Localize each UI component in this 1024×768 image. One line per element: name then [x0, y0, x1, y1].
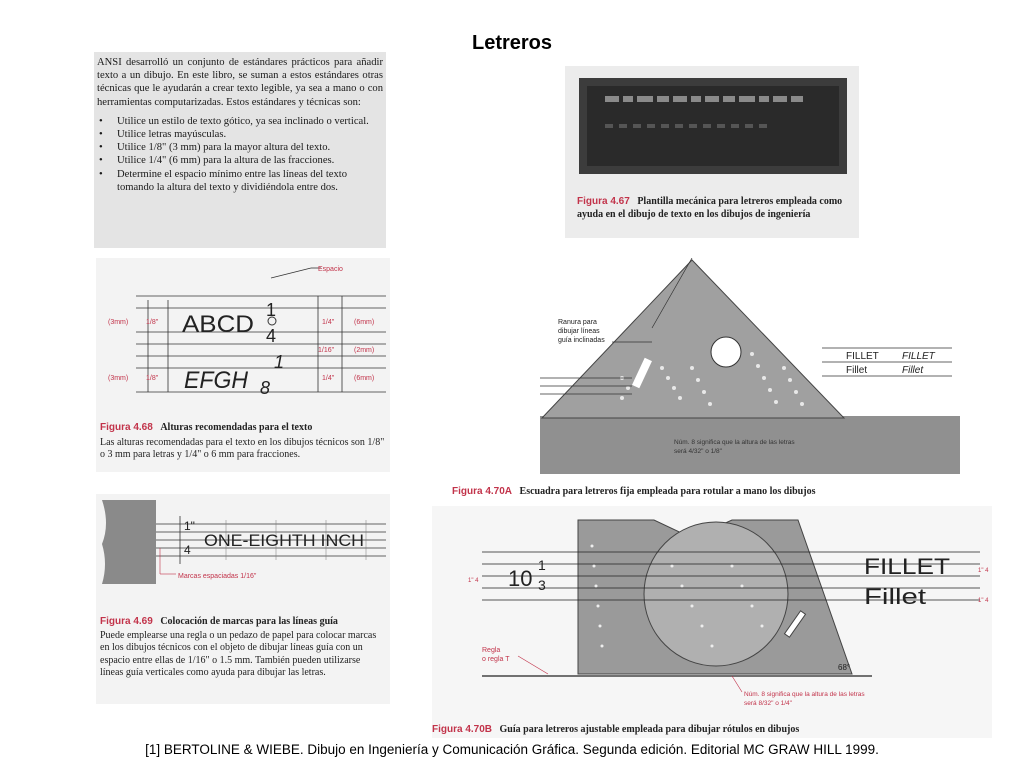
- intro-bullet: • Utilice un estilo de texto gótico, ya sea inclinado o vertical.: [99, 115, 369, 127]
- label-side-right-1: 1" 4: [978, 568, 989, 574]
- intro-bullet-list: [97, 115, 383, 194]
- slide-title: Letreros: [471, 32, 553, 54]
- label-fillet-caps: FILLET: [846, 351, 879, 362]
- label-frac-den: 3: [538, 577, 546, 593]
- label-big-10: 10: [508, 566, 533, 591]
- guide-marks-diagram: [96, 494, 390, 594]
- label-side-left: 1" 4: [468, 578, 479, 584]
- label-frac-num: 1: [538, 557, 546, 573]
- figure-caption: Guía para letreros ajustable empleada para dibujar rótulos en dibujos: [499, 724, 800, 735]
- figure-4-68-caption: [100, 422, 386, 462]
- figure-caption: Colocación de marcas para las líneas guía: [160, 616, 338, 627]
- label-one-eighth: ONE-EIGHTH INCH: [204, 531, 364, 550]
- fixed-lettering-triangle-diagram: [452, 258, 964, 478]
- label-fillet-caps-italic: FILLET: [902, 351, 935, 362]
- label-den: 4: [184, 543, 191, 557]
- label-3mm-bottom: (3mm): [108, 375, 129, 382]
- label-6mm-top: (6mm): [354, 319, 375, 326]
- label-num8-line2: será 4/32" o 1/8": [674, 448, 722, 455]
- figure-caption: Plantilla mecánica para letreros empleada como ayuda en el dibujo de texto en los dibujos de ingeniería: [577, 196, 843, 220]
- label-frac-b-den: 8: [260, 378, 271, 398]
- label-side-right-2: 1" 4: [978, 598, 989, 604]
- footer-citation: [1] BERTOLINE & WIEBE. Dibujo en Ingeniería y Comunicación Gráfica. Segunda edición. Editorial MC GRAW HILL 1999.: [145, 742, 879, 757]
- label-num8-line2: será 8/32" o 1/4": [744, 700, 792, 707]
- label-angle: 68°: [838, 663, 851, 672]
- label-efgh: EFGH: [184, 367, 249, 394]
- figure-number: Figura 4.70B: [432, 724, 493, 735]
- figure-4-70a: [452, 258, 964, 502]
- label-espacio: Espacio: [318, 266, 343, 273]
- figure-4-70b-caption: [432, 724, 992, 735]
- label-2mm: (2mm): [354, 347, 375, 354]
- figure-number: Figura 4.69: [100, 616, 153, 627]
- intro-bullet: • Determine el espacio mínimo entre las líneas del texto tomando la altura del texto y dividiéndola entre dos.: [99, 168, 348, 193]
- label-marcas: Marcas espaciadas 1/16": [178, 573, 257, 580]
- label-1-16: 1/16": [318, 347, 335, 354]
- figure-4-70b: [432, 506, 992, 738]
- figure-4-67-caption: [577, 196, 853, 221]
- intro-paragraph: ANSI desarrolló un conjunto de estándares prácticos para añadir texto a un dibujo. En este libro, se suman a estos estándares otras técnicas que le ayudarán a crear texto legible, ya sea a mano o con herramientas computarizadas. Estos estándares y técnicas son:: [97, 57, 383, 108]
- figure-number: Figura 4.67: [577, 196, 630, 207]
- label-num8-line1: Núm. 8 significa que la altura de las letras: [674, 439, 795, 446]
- label-ranura-2: dibujar líneas: [558, 328, 600, 335]
- label-fillet-italic: Fillet: [902, 365, 924, 376]
- label-abcd: ABCD: [182, 311, 254, 338]
- label-1-4-top: 1/4": [322, 319, 335, 326]
- label-3mm-top: (3mm): [108, 319, 129, 326]
- label-frac-den: 4: [266, 326, 277, 346]
- figure-number: Figura 4.70A: [452, 486, 513, 497]
- figure-4-67: [565, 66, 859, 238]
- intro-bullet: • Utilice 1/4" (6 mm) para la altura de las fracciones.: [99, 155, 335, 167]
- intro-bullet: • Utilice 1/8" (3 mm) para la mayor altura del texto.: [99, 142, 331, 154]
- figure-caption: Escuadra para letreros fija empleada para rotular a mano los dibujos: [519, 486, 816, 497]
- text-heights-diagram: [96, 258, 390, 408]
- label-regla-2: o regla T: [482, 656, 510, 663]
- label-1-8-top: 1/8": [146, 319, 159, 326]
- adjustable-lettering-guide-diagram: [432, 506, 992, 716]
- figure-4-70a-caption: [452, 486, 964, 497]
- label-num8-line1: Núm. 8 significa que la altura de las letras: [744, 691, 865, 698]
- figure-body-text: Puede emplearse una regla o un pedazo de papel para colocar marcas en los dibujos técnicos con el objeto de dibujar líneas guía con un espacio entre ellas de 1/16" o 1.5 mm. También pueden utilizarse líneas guía verticales como ayuda para dibujar las letras.: [100, 630, 377, 678]
- label-frac-b-num: 1: [274, 352, 285, 372]
- figure-4-69: [96, 494, 390, 704]
- label-ranura-3: guía inclinadas: [558, 337, 605, 344]
- label-fillet-caps: FILLET: [864, 554, 950, 579]
- figure-4-68: [96, 258, 390, 472]
- figure-caption: Alturas recomendadas para el texto: [160, 422, 313, 433]
- intro-text-block: [94, 52, 386, 248]
- lettering-template-photo: [565, 66, 859, 186]
- label-frac-num: 1: [266, 300, 277, 320]
- label-ranura-1: Ranura para: [558, 319, 597, 326]
- figure-body-text: Las alturas recomendadas para el texto en los dibujos técnicos son 1/8" o 3 mm para letras y 1/4" o 6 mm para fracciones.: [100, 436, 385, 460]
- figure-number: Figura 4.68: [100, 422, 153, 433]
- figure-4-69-caption: [100, 616, 386, 679]
- intro-bullet: • Utilice letras mayúsculas.: [99, 129, 227, 141]
- label-1-8-bottom: 1/8": [146, 375, 159, 382]
- label-num: 1": [184, 519, 195, 533]
- label-6mm-bottom: (6mm): [354, 375, 375, 382]
- label-regla-1: Regla: [482, 647, 501, 654]
- label-fillet: Fillet: [846, 365, 868, 376]
- label-1-4-bottom: 1/4": [322, 375, 335, 382]
- label-fillet: Fillet: [864, 584, 926, 609]
